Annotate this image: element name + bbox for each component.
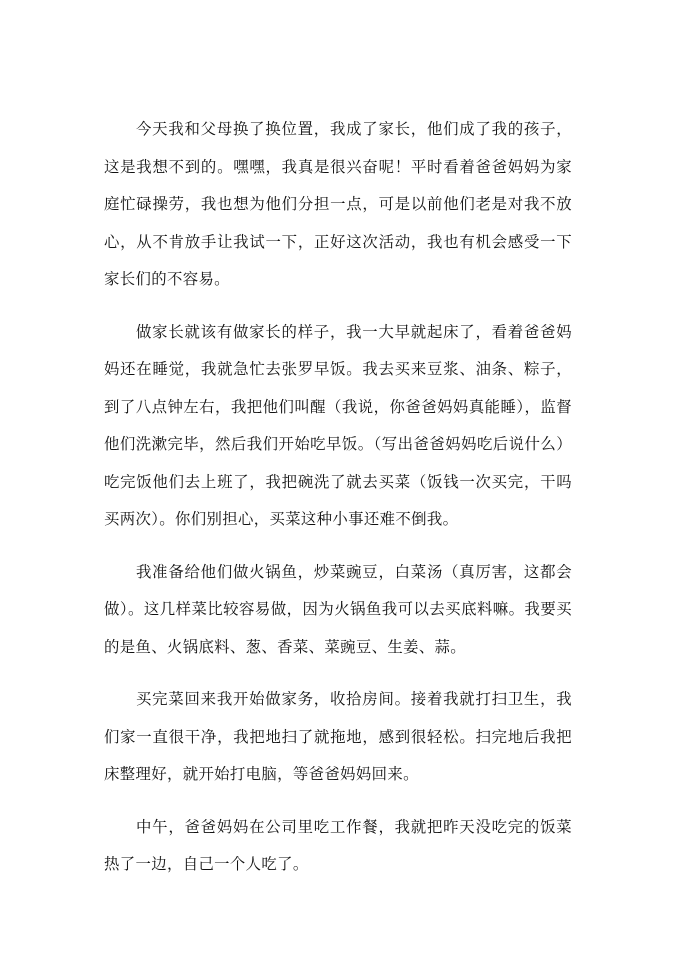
paragraph-lunch: 中午，爸爸妈妈在公司里吃工作餐，我就把昨天没吃完的饭菜热了一边，自己一个人吃了。 (104, 817, 572, 873)
paragraph-role-swap: 今天我和父母换了换位置，我成了家长，他们成了我的孩子，这是我想不到的。嘿嘿，我真是很兴奋呢！平时看着爸爸妈妈为家庭忙碌操劳，我也想为他们分担一点，可是以前他们老是对我不放心，从不肯放手让我试一下，正好这次活动，我也有机会感受一下家长们的不容易。 (104, 120, 572, 288)
paragraph-housework: 买完菜回来我开始做家务，收拾房间。接着我就打扫卫生，我们家一直很干净，我把地扫了就拖地，感到很轻松。扫完地后我把床整理好，就开始打电脑，等爸爸妈妈回来。 (104, 690, 572, 783)
paragraph-cooking-plan: 我准备给他们做火锅鱼，炒菜豌豆，白菜汤（真厉害，这都会做）。这几样菜比较容易做，因为火锅鱼我可以去买底料嘛。我要买的是鱼、火锅底料、葱、香菜、菜豌豆、生姜、蒜。 (104, 562, 572, 656)
document-page (104, 111, 572, 899)
paragraph-breakfast: 做家长就该有做家长的样子，我一大早就起床了，看着爸爸妈妈还在睡觉，我就急忙去张罗早饭。我去买来豆浆、油条、粽子，到了八点钟左右，我把他们叫醒（我说，你爸爸妈妈真能睡），监督他们洗漱完毕，然后我们开始吃早饭。（写出爸爸妈妈吃后说什么）吃完饭他们去上班了，我把碗洗了就去买菜（饭钱一次买完，干吗买两次）。你们别担心，买菜这种小事还难不倒我。 (104, 322, 572, 528)
